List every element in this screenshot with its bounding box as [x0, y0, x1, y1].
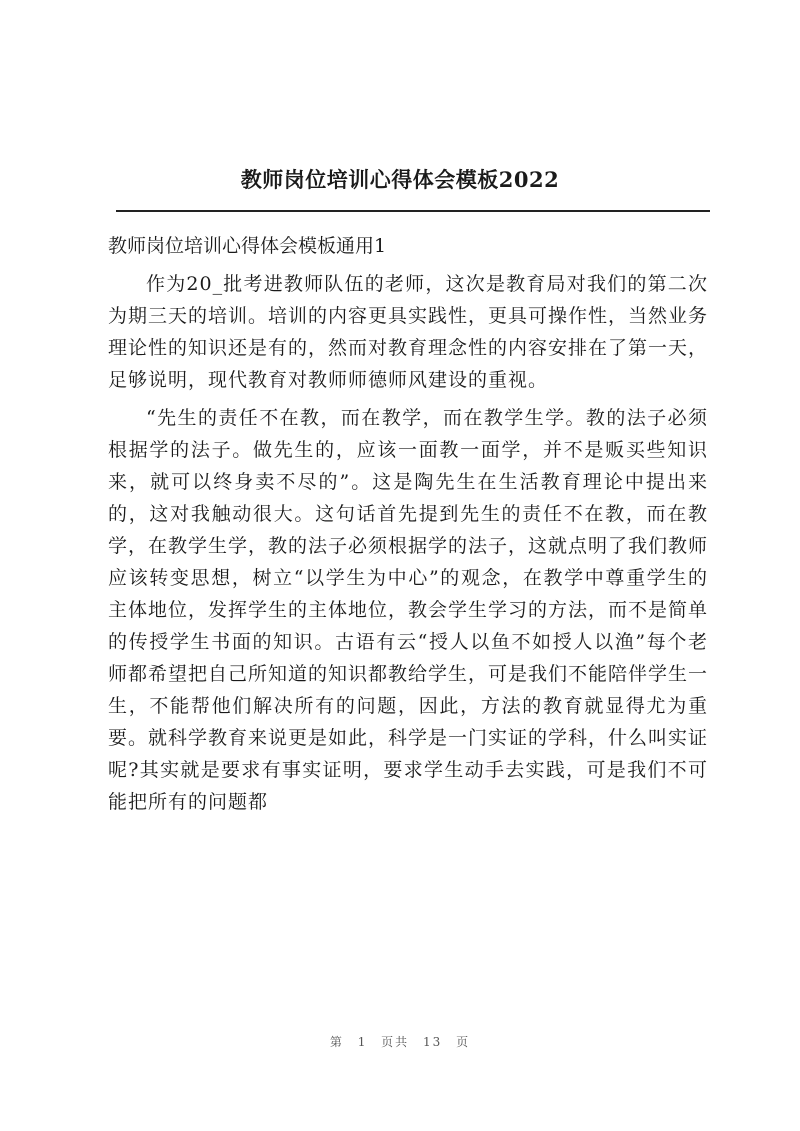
footer-current-page: 1 [357, 1035, 368, 1049]
document-title: 教师岗位培训心得体会模板2022 [240, 167, 560, 192]
section-subheading: 教师岗位培训心得体会模板通用1 [108, 235, 387, 257]
document-body [108, 230, 708, 824]
footer-label-page-of: 页共 [381, 1035, 410, 1049]
paragraph-1: 作为20_批考进教师队伍的老师，这次是教育局对我们的第二次为期三天的培训。培训的内容更具实践性，更具可操作性，当然业务理论性的知识还是有的，然而对教育理念性的内容安排在了第一天，足够说明，现代教育对教师师德师风建设的重视。 [108, 273, 709, 391]
paragraph-2: “先生的责任不在教，而在教学，而在教学生学。教的法子必须根据学的法子。做先生的，应该一面教一面学，并不是贩买些知识来，就可以终身卖不尽的”。这是陶先生在生活教育理论中提出来的，这对我触动很大。这句话首先提到先生的责任不在教，而在教学，在教学生学，教的法子必须根据学的法子，这就点明了我们教师应该转变思想，树立“以学生为中心”的观念，在教学中尊重学生的主体地位，发挥学生的主体地位，教会学生学习的方法，而不是简单的传授学生书面的知识。古语有云“授人以鱼不如授人以渔”每个老师都希望把自己所知道的知识都教给学生，可是我们不能陪伴学生一生，不能帮他们解决所有的问题，因此，方法的教育就显得尤为重要。就科学教育来说更是如此，科学是一门实证的学科，什么叫实证呢?其实就是要求有事实证明，要求学生动手去实践，可是我们不可能把所有的问题都 [108, 407, 709, 813]
title-divider [116, 210, 710, 212]
page-footer [0, 1033, 800, 1050]
footer-total-pages: 13 [423, 1035, 443, 1049]
footer-label-pages: 页 [456, 1035, 471, 1049]
footer-label-page: 第 [329, 1035, 344, 1049]
